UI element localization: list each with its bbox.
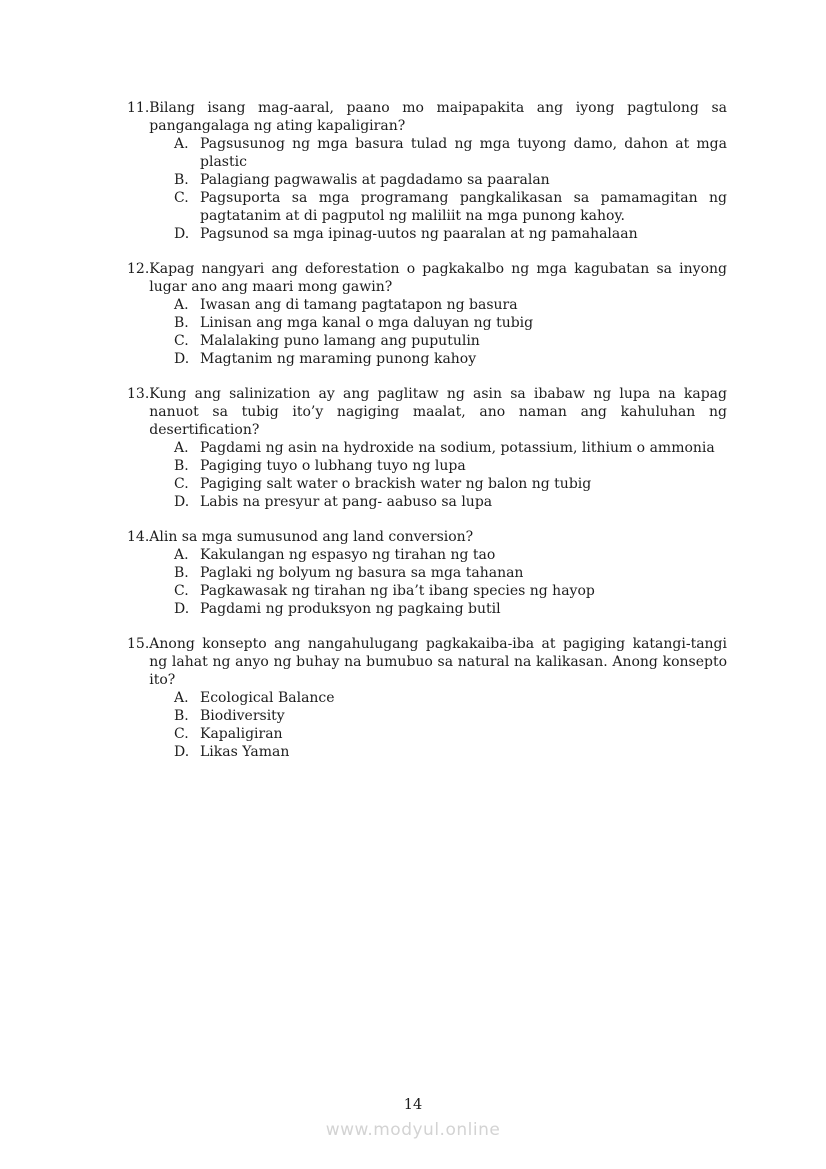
options-list — [174, 135, 727, 243]
option-row — [174, 475, 727, 493]
option-row — [174, 582, 727, 600]
option-text: Linisan ang mga kanal o mga daluyan ng tubig — [200, 315, 534, 331]
option-letter: A. — [174, 547, 189, 563]
option-text: Ecological Balance — [200, 690, 335, 706]
page-number: 14 — [403, 1097, 423, 1113]
options-list — [174, 546, 727, 618]
option-letter: B. — [174, 458, 189, 474]
question-text: Alin sa mga sumusunod ang land conversion? — [149, 529, 474, 545]
option-row — [174, 350, 727, 368]
options-list — [174, 439, 727, 511]
option-text: Pagsunod sa mga ipinag-uutos ng paaralan at ng pamahalaan — [200, 226, 638, 242]
option-row — [174, 314, 727, 332]
question-stem — [127, 99, 727, 135]
option-letter: D. — [174, 351, 190, 367]
option-letter: C. — [174, 190, 189, 206]
option-row — [174, 135, 727, 171]
option-text: Magtanim ng maraming punong kahoy — [200, 351, 477, 367]
option-text: Iwasan ang di tamang pagtatapon ng basura — [200, 297, 518, 313]
question-text: Bilang isang mag-aaral, paano mo maipapakita ang iyong pagtulong sa pangangalaga ng ating kapaligiran? — [149, 100, 727, 134]
option-letter: A. — [174, 297, 189, 313]
option-letter: C. — [174, 726, 189, 742]
question-stem — [127, 635, 727, 689]
question-stem — [127, 385, 727, 439]
option-text: Paglaki ng bolyum ng basura sa mga tahanan — [200, 565, 524, 581]
option-row — [174, 546, 727, 564]
option-row — [174, 189, 727, 225]
option-text: Pagiging tuyo o lubhang tuyo ng lupa — [200, 458, 466, 474]
question-text: Kapag nangyari ang deforestation o pagkakalbo ng mga kagubatan sa inyong lugar ano ang maari mong gawin? — [149, 261, 727, 295]
option-text: Malalaking puno lamang ang puputulin — [200, 333, 480, 349]
option-text: Kakulangan ng espasyo ng tirahan ng tao — [200, 547, 496, 563]
option-text: Pagdami ng produksyon ng pagkaing butil — [200, 601, 501, 617]
option-letter: B. — [174, 172, 189, 188]
question-number: 14. — [127, 529, 150, 545]
option-row — [174, 332, 727, 350]
question-block-15 — [127, 635, 727, 761]
option-row — [174, 171, 727, 189]
option-row — [174, 493, 727, 511]
option-row — [174, 564, 727, 582]
question-block-12 — [127, 260, 727, 368]
option-row — [174, 743, 727, 761]
option-letter: C. — [174, 583, 189, 599]
option-text: Labis na presyur at pang- aabuso sa lupa — [200, 494, 493, 510]
option-letter: A. — [174, 440, 189, 456]
option-row — [174, 457, 727, 475]
option-letter: D. — [174, 226, 190, 242]
options-list — [174, 296, 727, 368]
option-letter: B. — [174, 708, 189, 724]
question-number: 11. — [127, 100, 150, 116]
option-text: Pagkawasak ng tirahan ng iba’t ibang species ng hayop — [200, 583, 595, 599]
option-text: Pagsuporta sa mga programang pangkalikasan sa pamamagitan ng pagtatanim at di pagputol ng maliliit na mga punong kahoy. — [200, 190, 727, 224]
option-row — [174, 439, 727, 457]
option-text: Likas Yaman — [200, 744, 290, 760]
option-letter: A. — [174, 690, 189, 706]
question-text: Anong konsepto ang nangahulugang pagkakaiba-iba at pagiging katangi-tangi ng lahat ng anyo ng buhay na bumubuo sa natural na kalikasan. Anong konsepto ito? — [149, 636, 727, 688]
option-letter: C. — [174, 333, 189, 349]
option-row — [174, 296, 727, 314]
option-letter: D. — [174, 494, 190, 510]
question-block-11 — [127, 99, 727, 243]
option-text: Kapaligiran — [200, 726, 283, 742]
option-text: Pagdami ng asin na hydroxide na sodium, potassium, lithium o ammonia — [200, 440, 715, 456]
question-block-13 — [127, 385, 727, 511]
question-number: 15. — [127, 636, 150, 652]
question-number: 12. — [127, 261, 150, 277]
option-letter: C. — [174, 476, 189, 492]
option-letter: D. — [174, 744, 190, 760]
option-row — [174, 689, 727, 707]
watermark-url: www.modyul.online — [325, 1120, 501, 1140]
option-row — [174, 707, 727, 725]
option-row — [174, 725, 727, 743]
question-text: Kung ang salinization ay ang paglitaw ng asin sa ibabaw ng lupa na kapag nanuot sa tubig ito’y nagiging maalat, ano naman ang kahuluhan ng desertification? — [149, 386, 727, 438]
question-number: 13. — [127, 386, 150, 402]
question-block-14 — [127, 528, 727, 618]
option-letter: D. — [174, 601, 190, 617]
option-text: Pagiging salt water o brackish water ng balon ng tubig — [200, 476, 592, 492]
option-text: Palagiang pagwawalis at pagdadamo sa paaralan — [200, 172, 550, 188]
option-letter: A. — [174, 136, 189, 152]
option-text: Pagsusunog ng mga basura tulad ng mga tuyong damo, dahon at mga plastic — [200, 136, 727, 170]
question-stem — [127, 528, 727, 546]
quiz-page-body — [127, 99, 727, 778]
option-letter: B. — [174, 565, 189, 581]
option-row — [174, 225, 727, 243]
option-text: Biodiversity — [200, 708, 285, 724]
options-list — [174, 689, 727, 761]
option-letter: B. — [174, 315, 189, 331]
option-row — [174, 600, 727, 618]
question-stem — [127, 260, 727, 296]
